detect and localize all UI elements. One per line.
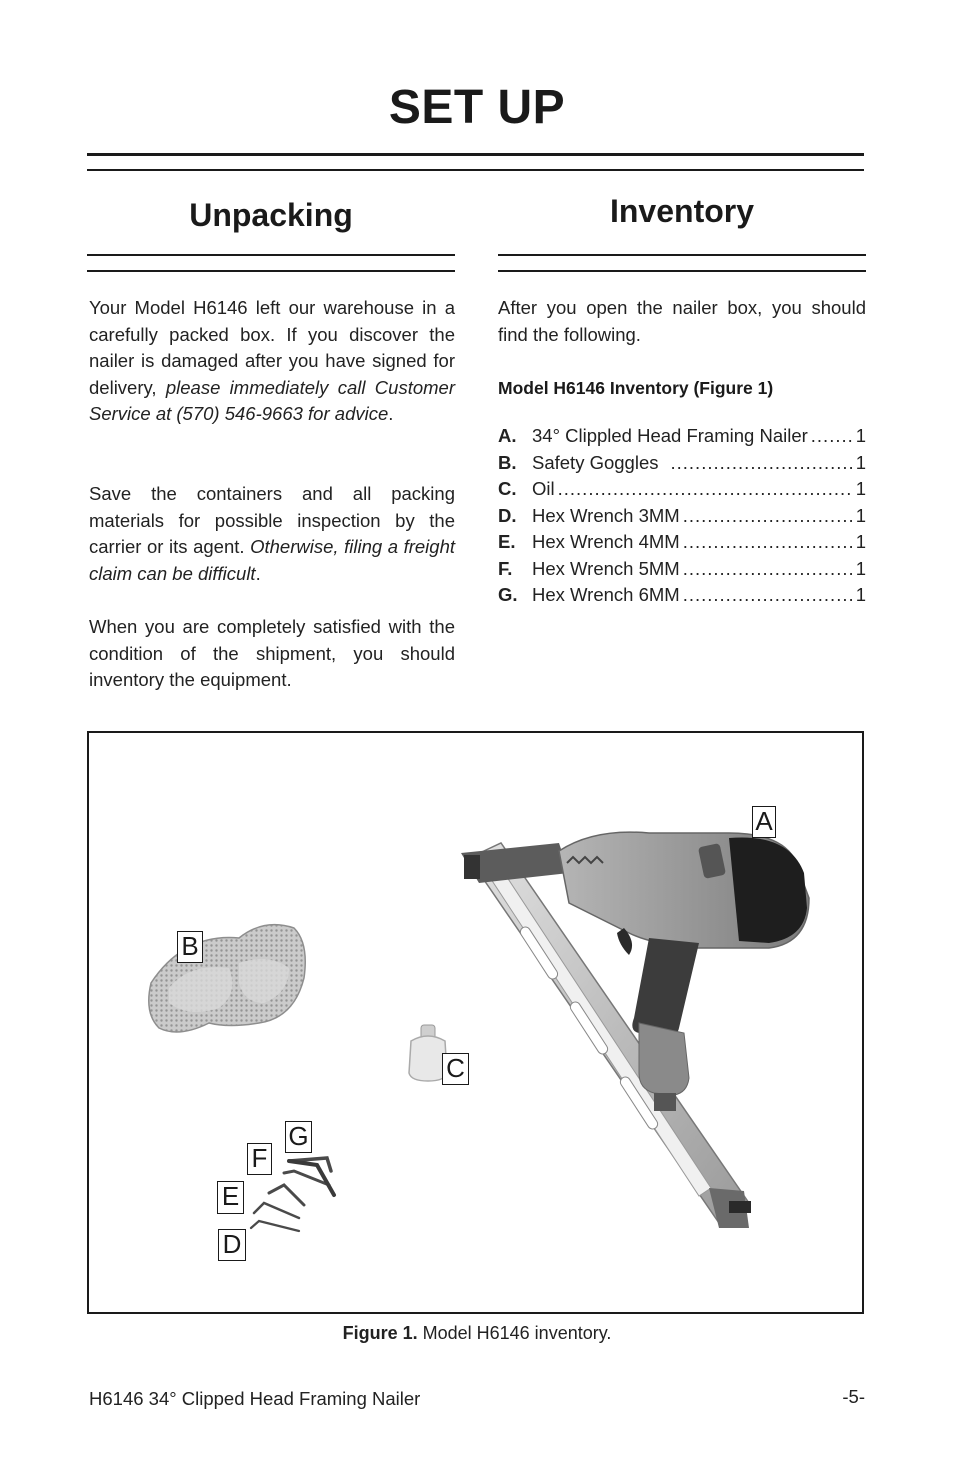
- safety-goggles-image: [149, 925, 305, 1032]
- callout-d: D: [218, 1229, 246, 1261]
- figure-illustration: [89, 733, 862, 1312]
- inventory-item-d: D. Hex Wrench 3MM ..... 1: [498, 505, 866, 532]
- unpacking-rule-bottom: [87, 270, 455, 272]
- figure-caption: Figure 1. Model H6146 inventory.: [342, 1323, 612, 1343]
- unpacking-paragraph-3: When you are completely satisfied with the condition of the shipment, you should inventory the equipment.: [89, 616, 455, 690]
- unpacking-paragraph-1: Your Model H6146 left our warehouse in a carefully packed box. If you discover the nailer is damaged after you have signed for delivery, please immediately call Customer Service at (570) 546-9663 for advice.: [89, 297, 455, 424]
- inventory-item-b: B. Safety Goggles ..... 1: [498, 452, 866, 479]
- unpacking-paragraph-1-emphasis: please immediately call Customer Service at (570) 546-9663 for advice: [89, 376, 455, 424]
- title-rule-top: [87, 153, 864, 156]
- unpacking-paragraph-2-emphasis: Otherwise, filing a freight claim can be difficult: [89, 536, 455, 584]
- inventory-item-a: A. 34° Clippled Head Framing Nailer ..... 1: [498, 425, 866, 452]
- inventory-rule-bottom: [498, 270, 866, 272]
- page-title: SET UP: [388, 81, 566, 134]
- framing-nailer-image: [461, 832, 809, 1228]
- callout-g: G: [285, 1121, 312, 1153]
- figure-caption-label: Figure 1.: [342, 1323, 418, 1343]
- inventory-rule-top: [498, 254, 866, 256]
- footer-product-name: H6146 34° Clipped Head Framing Nailer: [89, 1388, 421, 1409]
- unpacking-paragraph-2: Save the containers and all packing materials for possible inspection by the carrier or its agent. Otherwise, filing a freight claim can be difficult.: [89, 483, 455, 584]
- inventory-item-c: C. Oil ..... 1: [498, 478, 866, 505]
- title-rule-bottom: [87, 169, 864, 171]
- callout-b: B: [177, 931, 203, 963]
- callout-f: F: [247, 1143, 272, 1175]
- inventory-item-f: F. Hex Wrench 5MM ..... 1: [498, 558, 866, 585]
- unpacking-rule-top: [87, 254, 455, 256]
- inventory-intro: After you open the nailer box, you should find the following.: [498, 297, 866, 345]
- inventory-heading: Inventory: [609, 193, 755, 229]
- callout-a: A: [752, 806, 776, 838]
- callout-e: E: [217, 1181, 244, 1214]
- inventory-item-e: E. Hex Wrench 4MM ..... 1: [498, 531, 866, 558]
- footer-page-number: -5-: [842, 1386, 865, 1407]
- callout-c: C: [442, 1053, 469, 1085]
- inventory-item-g: G. Hex Wrench 6MM ..... 1: [498, 584, 866, 611]
- inventory-list: [498, 425, 866, 611]
- inventory-list-heading: Model H6146 Inventory (Figure 1): [498, 378, 774, 398]
- unpacking-heading: Unpacking: [189, 197, 353, 233]
- figure-1: [87, 731, 864, 1314]
